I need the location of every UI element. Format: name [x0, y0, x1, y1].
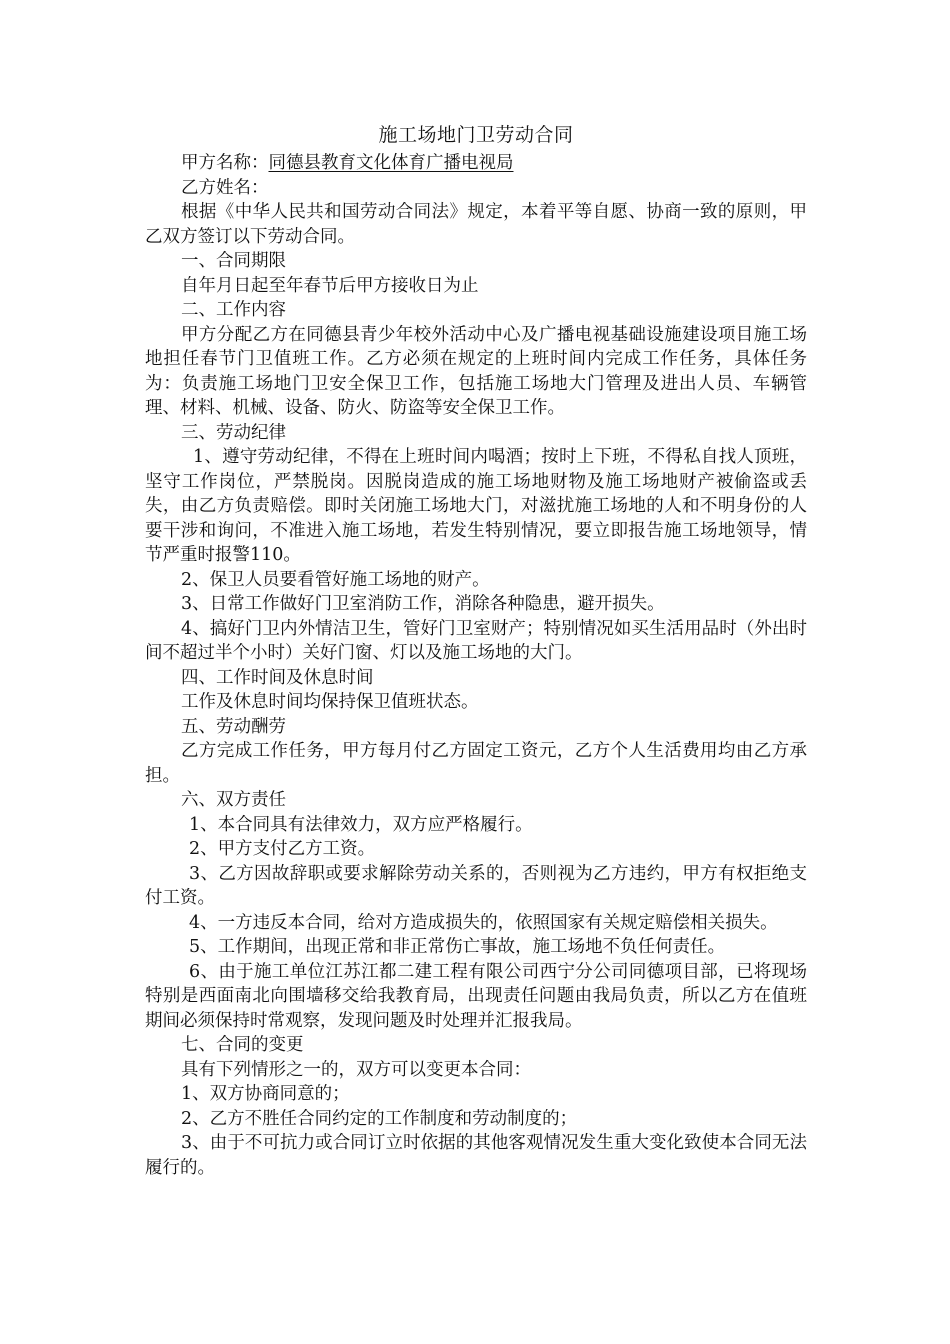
section-2-heading: 二、工作内容: [181, 300, 286, 320]
section-6-heading: 六、双方责任: [181, 790, 286, 810]
section-3-item: 2、保卫人员要看管好施工场地的财产。: [181, 569, 490, 590]
section-7-heading: 七、合同的变更: [181, 1035, 304, 1055]
section-5-heading: 五、劳动酬劳: [181, 716, 286, 737]
party-a-label: 甲方名称：: [181, 153, 269, 173]
section-7-item: 2、乙方不胜任合同约定的工作制度和劳动制度的；: [181, 1108, 578, 1129]
section-4-body: 工作及休息时间均保持保卫值班状态。: [181, 692, 479, 712]
contract-page: [145, 122, 807, 1180]
section-6-item: 5、工作期间，出现正常和非正常伤亡事故，施工场地不负任何责任。: [189, 937, 726, 957]
section-3-item: 1、遵守劳动纪律，不得在上班时间内喝酒；按时上下班，不得私自找人顶班，坚守工作岗位，严禁脱岗。因脱岗造成的施工场地财物及施工场地财产被偷盗或丢失，由乙方负责赔偿。即时关闭施工场地大门，对滋扰施工场地的人和不明身份的人要干涉和询问，不准进入施工场地，若发生特别情况，要立即报告施工场地领导，情节严重时报警110。: [145, 447, 807, 565]
section-6-item: 1、本合同具有法律效力，双方应严格履行。: [189, 814, 533, 835]
section-1-heading: 一、合同期限: [181, 251, 286, 271]
section-3-item: 3、日常工作做好门卫室消防工作，消除各种隐患，避开损失。: [181, 594, 665, 614]
section-6-item: 3、乙方因故辞职或要求解除劳动关系的，否则视为乙方违约，甲方有权拒绝支付工资。: [145, 863, 807, 908]
section-7-lead: 具有下列情形之一的，双方可以变更本合同：: [181, 1059, 531, 1080]
section-4-heading: 四、工作时间及休息时间: [181, 667, 374, 688]
section-3-heading: 三、劳动纪律: [181, 422, 286, 443]
party-a-name: 同德县教育文化体育广播电视局: [268, 153, 514, 173]
section-3-item: 4、搞好门卫内外情洁卫生，管好门卫室财产；特别情况如买生活用品时（外出时间不超过半个小时）关好门窗、灯以及施工场地的大门。: [145, 618, 807, 663]
section-5-body: 乙方完成工作任务，甲方每月付乙方固定工资元，乙方个人生活费用均由乙方承担。: [145, 741, 807, 786]
section-7-item: 1、双方协商同意的；: [181, 1084, 350, 1104]
section-1-body: 自年月日起至年春节后甲方接收日为止: [181, 275, 479, 296]
party-b-line: 乙方姓名：: [181, 177, 269, 198]
section-6-item: 6、由于施工单位江苏江都二建工程有限公司西宁分公司同德项目部，已将现场特别是西面南北向围墙移交给我教育局，出现责任问题由我局负责，所以乙方在值班期间必须保持时常观察，发现问题及时处理并汇报我局。: [145, 961, 807, 1031]
intro-paragraph: 根据《中华人民共和国劳动合同法》规定，本着平等自愿、协商一致的原则，甲乙双方签订以下劳动合同。: [145, 202, 807, 247]
section-2-body: 甲方分配乙方在同德县青少年校外活动中心及广播电视基础设施建设项目施工场地担任春节门卫值班工作。乙方必须在规定的上班时间内完成工作任务，具体任务为：负责施工场地门卫安全保卫工作，包括施工场地大门管理及进出人员、车辆管理、材料、机械、设备、防火、防盗等安全保卫工作。: [145, 324, 807, 418]
section-6-item: 4、一方违反本合同，给对方造成损失的，依照国家有关规定赔偿相关损失。: [189, 912, 778, 933]
party-a-line: [145, 151, 807, 176]
document-title: 施工场地门卫劳动合同: [378, 124, 574, 146]
section-7-item: 3、由于不可抗力或合同订立时依据的其他客观情况发生重大变化致使本合同无法履行的。: [145, 1133, 807, 1178]
section-6-item: 2、甲方支付乙方工资。: [189, 839, 376, 859]
